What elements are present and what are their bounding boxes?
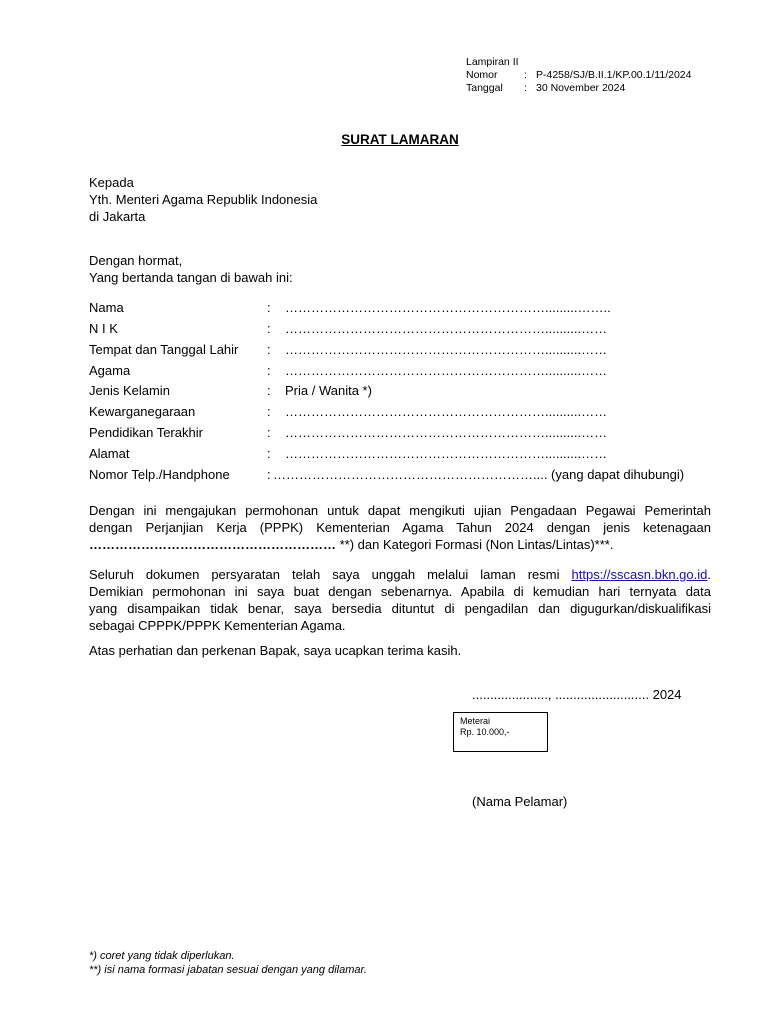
document-reference <box>466 56 726 98</box>
document-title: SURAT LAMARAN <box>341 132 459 147</box>
reference-separator: : <box>524 82 527 94</box>
field-row-phone <box>89 466 719 483</box>
reference-row-tanggal <box>466 82 726 95</box>
greeting-line: Dengan hormat, <box>89 253 183 268</box>
stamp-label: Meterai <box>460 716 491 726</box>
position-name-blank: ………………………………………………… <box>89 537 336 552</box>
reference-key: Tanggal <box>466 82 503 94</box>
applicant-signature-name: (Nama Pelamar) <box>472 794 568 809</box>
field-colon: : <box>267 300 271 315</box>
field-label: Nomor Telp./Handphone <box>89 467 230 482</box>
footnote: **) isi nama formasi jabatan sesuai dengan yang dilamar. <box>89 964 367 976</box>
field-value: ……………………………………………………..........…… <box>285 446 608 461</box>
field-value: ……………………………………………………..........…… <box>285 342 608 357</box>
greeting-block <box>89 252 293 286</box>
declaration-paragraph <box>89 566 711 634</box>
footnotes <box>89 949 367 977</box>
field-value: ……………………………………………………..........…… <box>285 425 608 440</box>
field-colon: : <box>267 425 271 440</box>
field-colon: : <box>267 321 271 336</box>
paragraph-line: Demikian permohonan ini saya buat dengan sebenarnya. Apabila di kemudian hari ternyata data <box>89 584 711 599</box>
applicant-fields <box>89 299 719 489</box>
field-value: ……………………………………………………..........…… <box>285 363 608 378</box>
paragraph-text: **) dan Kategori Formasi (Non Lintas/Lintas)***. <box>336 537 614 552</box>
greeting-line: Yang bertanda tangan di bawah ini: <box>89 270 293 285</box>
field-colon: : <box>267 446 271 461</box>
paragraph-line: dengan Perjanjian Kerja (PPPK) Kementerian Agama Tahun 2024 dengan jenis ketenagaan <box>89 520 711 535</box>
recipient-line: Kepada <box>89 175 134 190</box>
paragraph-text: . <box>707 567 711 582</box>
field-value: ……………………………………………………..........…… <box>285 321 608 336</box>
field-row-nama <box>89 299 719 316</box>
field-colon: : <box>267 467 271 482</box>
field-value: …………………………………………………….........…….. <box>285 300 611 315</box>
reference-separator: : <box>524 69 527 81</box>
field-label: Pendidikan Terakhir <box>89 425 203 440</box>
field-colon: : <box>267 404 271 419</box>
field-label: Jenis Kelamin <box>89 383 170 398</box>
field-label: Kewarganegaraan <box>89 404 196 419</box>
field-row-agama <box>89 362 719 379</box>
paragraph-line: Dengan ini mengajukan permohonan untuk dapat mengikuti ujian Pengadaan Pegawai Pemerintah <box>89 503 711 518</box>
field-label: Tempat dan Tanggal Lahir <box>89 342 239 357</box>
stamp-box <box>453 712 548 752</box>
footnote: *) coret yang tidak diperlukan. <box>89 950 235 962</box>
paragraph-line <box>89 566 711 583</box>
paragraph-line: yang disampaikan tidak benar, saya bersedia dituntut di pengadilan dan digugurkan/diskualifikasi <box>89 601 711 616</box>
field-row-address <box>89 445 719 462</box>
field-colon: : <box>267 383 271 398</box>
field-value: …………………………………………………….... (yang dapat dihubungi) <box>273 467 685 482</box>
field-row-gender <box>89 382 719 399</box>
reference-key: Nomor <box>466 69 498 81</box>
field-row-education <box>89 424 719 441</box>
stamp-amount: Rp. 10.000,- <box>460 727 510 737</box>
sscasn-link[interactable]: https://sscasn.bkn.go.id <box>571 567 708 582</box>
reference-row-nomor <box>466 69 726 82</box>
field-row-birth <box>89 341 719 358</box>
lampiran-label: Lampiran II <box>466 56 519 68</box>
closing-sentence: Atas perhatian dan perkenan Bapak, saya ucapkan terima kasih. <box>89 643 462 658</box>
field-colon: : <box>267 342 271 357</box>
recipient-block <box>89 174 317 225</box>
reference-value: 30 November 2024 <box>536 82 626 94</box>
field-label: Nama <box>89 300 124 315</box>
application-paragraph <box>89 502 711 553</box>
field-row-nik <box>89 320 719 337</box>
recipient-line: di Jakarta <box>89 209 146 224</box>
recipient-line: Yth. Menteri Agama Republik Indonesia <box>89 192 318 207</box>
field-label: N I K <box>89 321 118 336</box>
field-colon: : <box>267 363 271 378</box>
field-row-citizenship <box>89 403 719 420</box>
field-label: Alamat <box>89 446 130 461</box>
field-label: Agama <box>89 363 131 378</box>
field-value: Pria / Wanita *) <box>285 383 372 398</box>
paragraph-line: sebagai CPPPK/PPPK Kementerian Agama. <box>89 618 346 633</box>
place-date-line: ....................., .......................... 2024 <box>472 687 682 702</box>
reference-value: P-4258/SJ/B.II.1/KP.00.1/11/2024 <box>536 69 692 81</box>
paragraph-line <box>89 536 711 553</box>
paragraph-text: Seluruh dokumen persyaratan telah saya unggah melalui laman resmi <box>89 567 572 582</box>
field-value: ……………………………………………………..........…… <box>285 404 608 419</box>
